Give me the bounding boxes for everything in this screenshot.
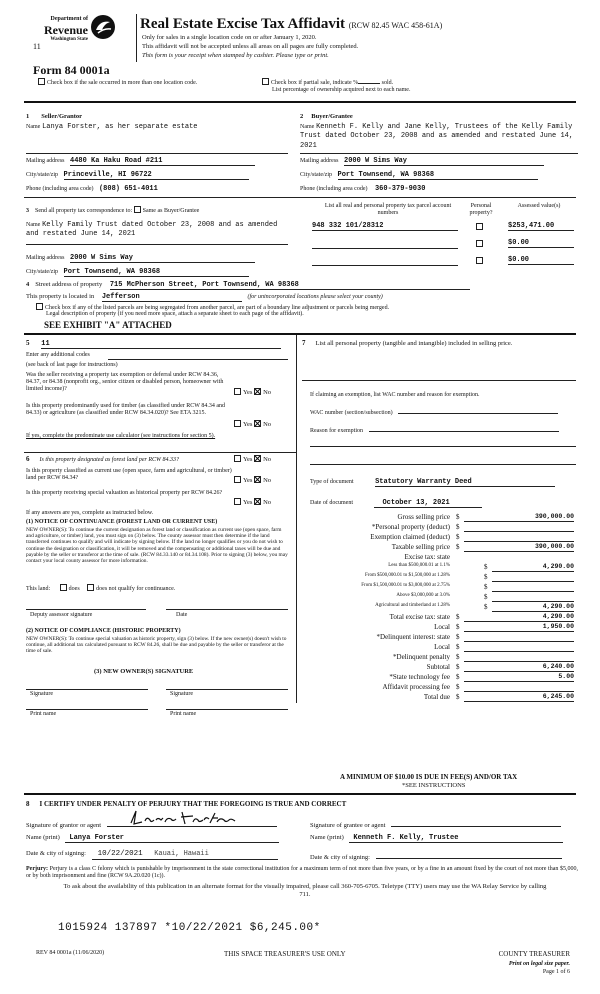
dollar-sign: $	[484, 603, 488, 611]
personal-property-checkbox[interactable]	[476, 257, 483, 264]
dollar-sign: $	[456, 633, 460, 641]
county-treasurer-label: COUNTY TREASURER	[498, 950, 570, 958]
tax-row-value	[492, 573, 574, 582]
seller-phone: (808) 651-4011	[98, 185, 158, 193]
no-checkbox[interactable]	[254, 388, 261, 395]
tax-row-label: *Personal property (deduct)	[371, 523, 450, 531]
header-note1: Only for sales in a single location code on or after January 1, 2020.	[142, 34, 317, 41]
parcel-col2-header: Personal property?	[469, 203, 493, 217]
dollar-sign: $	[456, 513, 460, 521]
notice-compliance-title: (2) NOTICE OF COMPLIANCE (HISTORIC PROPERTY)	[26, 628, 181, 634]
legal-size-note: Print on legal size paper.	[508, 961, 570, 967]
revision-label: REV 84 0001a (11/06/2020)	[36, 950, 105, 956]
grantee-date[interactable]	[376, 850, 562, 859]
grantee-name: Kenneth F. Kelly, Trustee	[349, 834, 563, 843]
seller-mailing-row: Mailing address 4480 Ka Haku Road #211	[26, 157, 255, 166]
personal-property-checkbox[interactable]	[476, 223, 483, 230]
tax-row-label: Total excise tax: state	[389, 613, 450, 621]
dollar-sign: $	[456, 543, 460, 551]
deputy-assessor-signature-label: Deputy assessor signature	[30, 612, 93, 618]
perjury-note: Perjury: Perjury is a class C felony which is punishable by imprisonment in the state correctional institution for a maximum term of not more than five years, or by a fine in an amount fixed by the court of not more than $5,000, or by both imprisonment and fine (RCW 9A.20.020 (1c)).	[26, 866, 579, 880]
timber-note: If yes, complete the predominate use calculator (see instructions for section 5).	[26, 433, 216, 439]
wac-number-row: WAC number (section/subsection)	[310, 406, 558, 417]
dollar-sign: $	[484, 583, 488, 591]
partial-sale-checkbox[interactable]	[262, 78, 269, 85]
tax-row	[300, 643, 576, 653]
same-as-buyer-checkbox[interactable]	[134, 206, 141, 213]
tax-row	[300, 693, 576, 703]
page-mark: 11	[33, 42, 41, 51]
wac-claim-label: If claiming an exemption, list WAC number and reason for exemption.	[310, 392, 480, 398]
tax-row	[300, 563, 576, 573]
correspondence-city: Port Townsend, WA 98368	[64, 268, 249, 277]
dollar-sign: $	[456, 533, 460, 541]
yes-checkbox[interactable]	[234, 420, 241, 427]
seller-city: Princeville, HI 96722	[64, 171, 249, 180]
parcel-number	[312, 239, 458, 249]
parcel-row	[312, 256, 578, 267]
tax-row-value: 5.00	[464, 673, 574, 682]
tax-row	[300, 573, 576, 583]
if-yes-note: If any answers are yes, complete as instructed below.	[26, 510, 154, 516]
seller-phone-row: Phone (including area code) (808) 651-4011	[26, 185, 158, 193]
deputy-date-label: Date	[176, 612, 188, 618]
parcel-col1-header: List all real and personal property tax parcel account numbers	[324, 203, 452, 217]
parcel-number: 948 332 101/28312	[312, 222, 458, 231]
buyer-heading: 2 Buyer/Grantee	[300, 113, 353, 120]
print-name-label-2: Print name	[170, 711, 197, 717]
current-use-answer: Yes No	[234, 476, 271, 485]
minimum-fee-note: A MINIMUM OF $10.00 IS DUE IN FEE(S) AND/OR TAX	[340, 773, 518, 781]
dollar-sign: $	[484, 563, 488, 571]
tax-row-label: Total due	[423, 693, 450, 701]
tax-row-value: 6,240.00	[464, 663, 574, 672]
seller-mailing: 4480 Ka Haku Road #211	[70, 157, 255, 166]
yes-checkbox[interactable]	[234, 455, 241, 462]
notice-continuance-text: NEW OWNER(S): To continue the current designation as forest land or classification as current use (open space, farm and agriculture, or timber) land, you must sign on (3) below. The county assessor must then determine if the land transferred continues to qualify and will indicate by signing below. If the land no longer qualifies or you do not wish to continue the designation or classification, it will be removed and the compensating or additional taxes will be due and payable by the seller or transferor at the time of sale. (RCW 84.33.140 or 84.34.108). Prior to signing (3) below, you may contact your local county assessor for more information.	[26, 527, 288, 565]
yes-checkbox[interactable]	[234, 476, 241, 483]
correspondence-name: Kelly Family Trust dated October 23, 2008 and as amended and restated June 14, 2021	[26, 221, 278, 239]
seller-city-row: City/state/zip Princeville, HI 96722	[26, 171, 249, 180]
buyer-mailing-row: Mailing address 2000 W Sims Way	[300, 157, 544, 166]
tax-row-value	[464, 643, 574, 652]
reason-field[interactable]	[369, 424, 559, 432]
signature-label-2: Signature	[170, 691, 193, 697]
exemption-question: Was the seller receiving a property tax exemption or deferral under RCW 84.36, 84.37, or 84.38 (nonprofit org., senior citizen or disabled person, homeowner with limited income)?	[26, 372, 224, 393]
form-number: Form 84 0001a	[33, 63, 110, 77]
dollar-sign: $	[456, 623, 460, 631]
tax-row-value	[464, 633, 574, 642]
tax-row-label: Less than $500,000.01 at 1.1%	[388, 563, 450, 568]
segregated-check[interactable]: Check box if any of the listed parcels are being segregated from another parcel, are part of a boundary line adjustment or parcels being merged.	[36, 303, 389, 312]
agency-line3: Washington State	[50, 37, 88, 42]
forest-answer: Yes No	[234, 455, 271, 464]
tax-row-value	[464, 653, 574, 662]
tax-row	[300, 533, 576, 543]
parcel-number	[312, 256, 458, 266]
buyer-phone-row: Phone (including area code) 360-379-9030	[300, 185, 426, 193]
document-date: October 13, 2021	[374, 499, 482, 508]
buyer-phone: 360-379-9030	[374, 185, 426, 193]
document-type: Statutory Warranty Deed	[375, 478, 555, 487]
grantor-date-row: Date & city of signing: 10/22/2021 Kauai, Hawaii	[26, 850, 278, 860]
additional-codes-label: Enter any additional codes	[26, 352, 90, 358]
tax-row-label: Subtotal	[426, 663, 450, 671]
timber-question: Is this property predominantly used for timber (as classified under RCW 84.34 and 84.33) or agriculture (as classified under RCW 84.34.020)? See ETA 3215.	[26, 403, 226, 417]
buyer-name-row: Name Kenneth F. Kelly and Jane Kelly, Trustees of the Kelly Family Trust dated October 23, 2008 and as amended and restated June 14, 2021	[300, 123, 574, 150]
notice-compliance-text: NEW OWNER(S): To continue special valuation as historic property, sign (3) below. If the new owner(s) doesn't wish to continue, all additional tax calculated pursuant to RCW 84.26, shall be due and payable by the seller or transferor at the time of sale.	[26, 636, 287, 655]
segregated-checkbox[interactable]	[36, 303, 43, 310]
tax-row-value	[492, 583, 574, 592]
multi-location-checkbox[interactable]	[38, 78, 45, 85]
page-number: Page 1 of 6	[542, 969, 570, 975]
tax-row	[300, 613, 576, 623]
partial-sale-check[interactable]: Check box if partial sale, indicate % sold.	[262, 78, 393, 87]
correspondence-mailing: 2000 W Sims Way	[70, 254, 255, 263]
historic-question: Is this property receiving special valuation as historical property per RCW 84.26?	[26, 490, 223, 496]
buyer-mailing: 2000 W Sims Way	[344, 157, 544, 166]
grantee-signature-row: Signature of grantee or agent	[310, 816, 561, 830]
does-checkbox[interactable]	[60, 584, 67, 591]
no-checkbox[interactable]	[254, 420, 261, 427]
parcel-row	[312, 239, 578, 250]
seller-heading: 1 Seller/Grantor	[26, 113, 83, 120]
form-title	[140, 15, 442, 33]
dollar-sign: $	[484, 593, 488, 601]
tax-row	[300, 633, 576, 643]
yes-checkbox[interactable]	[234, 388, 241, 395]
dollar-sign: $	[456, 663, 460, 671]
street-row: 4 Street address of property 715 McPherson Street, Port Townsend, WA 98368	[26, 281, 470, 290]
seller-name-row: Name Lanya Forster, as her separate estate	[26, 123, 198, 131]
exhibit-text: SEE EXHIBIT "A" ATTACHED	[44, 320, 172, 330]
tax-row	[300, 683, 576, 693]
buyer-city: Port Townsend, WA 98368	[338, 171, 538, 180]
parcel-col3-header: Assessed value(s)	[517, 203, 561, 209]
tax-row	[300, 673, 576, 683]
timber-answer: Yes No	[234, 420, 271, 429]
grantor-city: Kauai, Hawaii	[154, 850, 209, 858]
tax-row-label: Taxable selling price	[391, 543, 450, 551]
wac-number-field[interactable]	[398, 406, 558, 414]
grantor-name: Lanya Forster	[65, 834, 279, 843]
land-use-code: 11	[41, 340, 281, 349]
tax-row-label: Agricultural and timberland at 1.28%	[375, 603, 450, 608]
tax-row	[300, 583, 576, 593]
dollar-sign: $	[456, 613, 460, 621]
multi-location-check[interactable]: Check box if the sale occurred in more than one location code.	[38, 78, 197, 87]
signature-label-1: Signature	[30, 691, 53, 697]
tax-row-label: Excise tax: state	[404, 553, 450, 561]
assessed-value: $0.00	[508, 239, 574, 248]
tax-row-label: Local	[434, 643, 450, 651]
tax-row-value: 390,000.00	[464, 543, 574, 552]
located-row: This property is located in Jefferson (for unincorporated locations please select your county)	[26, 293, 383, 301]
partial-note: List percentage of ownership acquired next to each name.	[272, 87, 411, 93]
correspondence-heading: 3 Send all property tax correspondence to: Same as Buyer/Grantee	[26, 208, 200, 214]
header-note3: This form is your receipt when stamped by cashier. Please type or print.	[142, 52, 329, 59]
grantor-name-row: Name (print) Lanya Forster	[26, 834, 279, 843]
tax-row-value	[464, 683, 574, 692]
grantor-date: 10/22/2021	[97, 850, 143, 858]
agency-line2: Revenue	[44, 23, 88, 37]
correspondence-city-row: City/state/zip Port Townsend, WA 98368	[26, 268, 249, 277]
dollar-sign: $	[456, 683, 460, 691]
document-date-row: Date of document October 13, 2021	[310, 499, 482, 508]
tax-row	[300, 513, 576, 523]
tax-row-value	[492, 593, 574, 602]
tax-row-value: 4,290.00	[464, 613, 574, 622]
tax-row	[300, 653, 576, 663]
tax-row-value: 4,290.00	[492, 563, 574, 572]
tax-row-value: 4,290.00	[492, 603, 574, 612]
rcw-text: (RCW 82.45 WAC 458-61A)	[348, 21, 443, 30]
title-text: Real Estate Excise Tax Affidavit	[140, 16, 345, 32]
yes-checkbox[interactable]	[234, 498, 241, 505]
no-checkbox[interactable]	[254, 476, 261, 483]
tax-row	[300, 623, 576, 633]
no-checkbox[interactable]	[254, 498, 261, 505]
exemption-answer: Yes No	[234, 388, 271, 397]
tax-row	[300, 603, 576, 613]
tax-row-label: From $1,500,000.01 to $3,000,000 at 2.75%	[361, 583, 450, 588]
new-owner-signature-label: (3) NEW OWNER(S) SIGNATURE	[94, 668, 194, 675]
seller-name: Lanya Forster, as her separate estate	[42, 123, 198, 131]
washington-seal-icon	[90, 14, 116, 40]
treasurer-space-label: THIS SPACE TREASURER'S USE ONLY	[224, 950, 346, 958]
tax-row-label: Exemption claimed (deduct)	[370, 533, 450, 541]
current-use-question: Is this property classified as current use (open space, farm and agricultural, or timber) land per RCW 84.34?	[26, 468, 232, 482]
notice-continuance-title: (1) NOTICE OF CONTINUANCE (FOREST LAND OR CURRENT USE)	[26, 519, 218, 525]
legal-description-label: Legal description of property (if you need more space, attach a separate sheet to each page of the affidavit).	[46, 311, 304, 317]
this-land-row: This land: does does not qualify for continuance.	[26, 586, 176, 592]
dollar-sign: $	[456, 523, 460, 531]
correspondence-mailing-row: Mailing address 2000 W Sims Way	[26, 254, 255, 263]
agency-line1: Department of	[50, 16, 88, 22]
grantee-date-row: Date & city of signing:	[310, 850, 562, 862]
tax-row-label: From $500,000.01 to $1,500,000 at 1.28%	[365, 573, 450, 578]
tax-row-label: Above $3,000,000 at 3.0%	[396, 593, 450, 598]
reason-row: Reason for exemption	[310, 424, 559, 435]
does-not-checkbox[interactable]	[87, 584, 94, 591]
forest-question: 6 Is this property designated as forest land per RCW 84.33?	[26, 455, 180, 463]
tax-row	[300, 663, 576, 673]
grantee-name-row: Name (print) Kenneth F. Kelly, Trustee	[310, 834, 563, 843]
section5-code-row: 5 11	[26, 339, 281, 349]
tax-row-label: Gross selling price	[397, 513, 450, 521]
see-instructions-note: *SEE INSTRUCTIONS	[402, 782, 466, 789]
county: Jefferson	[102, 293, 242, 302]
tax-row-label: Affidavit processing fee	[382, 683, 450, 691]
tax-row	[300, 593, 576, 603]
grantee-signature[interactable]	[391, 816, 561, 827]
assessed-value: $253,471.00	[508, 222, 574, 231]
tax-row-value: 6,245.00	[464, 693, 574, 702]
buyer-name: Kenneth F. Kelly and Jane Kelly, Trustees of the Kelly Family Trust dated October 23, 2008 and as amended and restated June 14, 2021	[300, 123, 574, 150]
tax-row-label: Local	[434, 623, 450, 631]
assessed-value: $0.00	[508, 256, 574, 265]
tax-row-label: *Delinquent interest: state	[376, 633, 450, 641]
tax-row	[300, 523, 576, 533]
tax-row-value: 1,950.00	[464, 623, 574, 632]
historic-answer: Yes No	[234, 498, 271, 507]
certify-statement: 8 I CERTIFY UNDER PENALTY OF PERJURY THAT THE FOREGOING IS TRUE AND CORRECT	[26, 800, 347, 808]
tax-row-label: *State technology fee	[389, 673, 450, 681]
grantor-signature[interactable]	[107, 816, 277, 827]
handwritten-signature-icon	[127, 808, 247, 828]
header-note2: This affidavit will not be accepted unless all areas on all pages are fully completed.	[142, 43, 359, 50]
tax-row-value	[464, 523, 574, 532]
see-back-label: (see back of last page for instructions)	[26, 362, 118, 368]
dollar-sign: $	[456, 653, 460, 661]
dollar-sign: $	[484, 573, 488, 581]
tax-row-value	[464, 533, 574, 542]
parcel-row	[312, 222, 578, 233]
print-name-label-1: Print name	[30, 711, 57, 717]
cashier-stamp: 1015924 137897 *10/22/2021 $6,245.00*	[58, 922, 321, 934]
dollar-sign: $	[456, 693, 460, 701]
correspondence-name-row: Name Kelly Family Trust dated October 23, 2008 and as amended and restated June 14, 2021	[26, 221, 278, 239]
tax-row-label: *Delinquent penalty	[393, 653, 450, 661]
personal-property-checkbox[interactable]	[476, 240, 483, 247]
alternate-format-note: To ask about the availability of this publication in an alternate format for the visually impaired, please call 360-705-6705. Teletype (TTY) users may use the WA Relay Service by calling 711.	[63, 883, 547, 898]
document-type-row: Type of document Statutory Warranty Deed	[310, 478, 555, 487]
street-address: 715 McPherson Street, Port Townsend, WA 98368	[110, 281, 470, 290]
buyer-city-row: City/state/zip Port Townsend, WA 98368	[300, 171, 538, 180]
personal-property-list: 7 List all personal property (tangible and intangible) included in selling price.	[302, 339, 513, 347]
no-checkbox[interactable]	[254, 455, 261, 462]
dollar-sign: $	[456, 643, 460, 651]
grantor-signature-row: Signature of grantor or agent	[26, 816, 277, 830]
tax-row	[300, 543, 576, 553]
tax-row-value: 390,000.00	[464, 513, 574, 522]
tax-row	[300, 553, 576, 563]
dollar-sign: $	[456, 673, 460, 681]
